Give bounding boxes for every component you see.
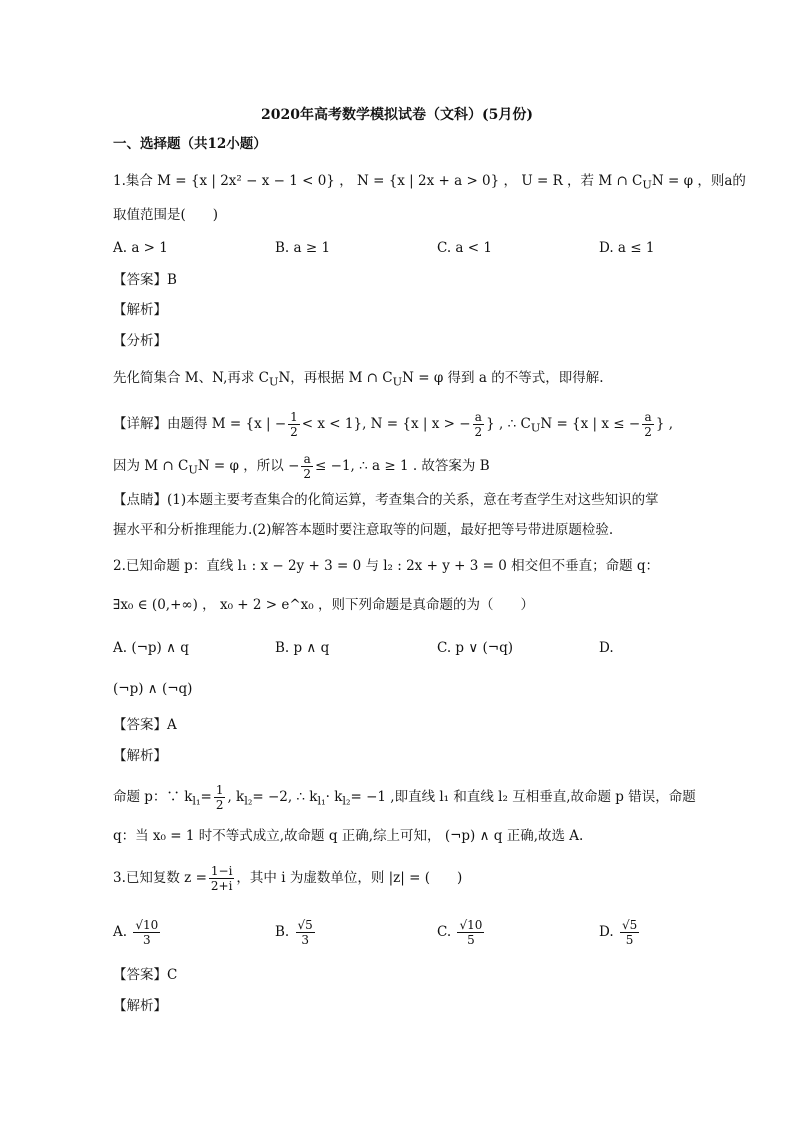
- q2-solution-line1: 命题 p：∵ $k_{l_1}=$ $\frac{1}{2}$ , $k_{l_2}= -2$, ∴ $k_{l_1}\cdot k_{l_2}= -1$ ,即直线 l₁ 和直线 l₂ 互相垂直,故命题 p 错误，命题: [113, 783, 696, 812]
- q2-option-d: D.: [599, 640, 614, 656]
- q1-stem-line1: 1.集合 M = {x | 2x² − x − 1 < 0} ， N = {x | 2x + a > 0} ， U = R ，若 M ∩ $C_UN = \varphi$ ，则a的: [113, 173, 746, 192]
- q1-analysis: 先化简集合 M、N,再求 $C_UN$，再根据 M ∩ $C_UN = \varphi$ 得到 a 的不等式，即得解.: [113, 370, 604, 389]
- fraction: $\frac{1-i}{2+i}$: [210, 864, 233, 893]
- q1-because: 因为 M ∩ $C_UN = \varphi$ ，所以 − $\frac{a}{2}$ ≤ −1, ∴ a ≥ 1 . 故答案为 B: [113, 452, 490, 481]
- fraction: $\frac{√10}{3}$: [135, 918, 159, 947]
- q3-option-d: D. $\frac{√5}{5}$: [599, 918, 638, 947]
- fraction: $\frac{√5}{5}$: [621, 918, 638, 947]
- q3-jiexi-heading: 【解析】: [113, 998, 167, 1014]
- fraction: $\frac{√5}{3}$: [297, 918, 313, 947]
- q1-stem-line2: 取值范围是( ): [113, 207, 219, 223]
- q3-option-c: C. $\frac{√10}{5}$: [437, 918, 483, 947]
- q1-option-b: B. a ≥ 1: [275, 240, 331, 256]
- q3-answer: 【答案】C: [113, 967, 178, 983]
- q1-fenxi-heading: 【分析】: [113, 333, 167, 349]
- fraction: $\frac{a}{2}$: [474, 410, 483, 439]
- q3-stem: 3.已知复数 z = $\frac{1-i}{2+i}$ ，其中 i 为虚数单位，则 |z| = ( ): [113, 864, 463, 893]
- q2-stem-line2: ∃x₀ ∈ (0,+∞) ， x₀ + 2 > e^x₀ ，则下列命题是真命题的为（ ）: [113, 597, 534, 613]
- q2-option-a: A. (¬p) ∧ q: [113, 640, 189, 656]
- q2-option-c: C. p ∨ (¬q): [437, 640, 514, 656]
- q1-option-c: C. a < 1: [437, 240, 492, 256]
- q1-option-a: A. a > 1: [113, 240, 168, 256]
- q1-dianjing-line2: 握水平和分析推理能力.(2)解答本题时要注意取等的问题，最好把等号带进原题检验.: [113, 522, 614, 538]
- q1-dianjing-line1: 【点睛】(1)本题主要考查集合的化简运算，考查集合的关系，意在考查学生对这些知识的掌: [113, 492, 659, 508]
- fraction: $\frac{a}{2}$: [303, 452, 312, 481]
- q2-stem-line1: 2.已知命题 p：直线 l₁ : x − 2y + 3 = 0 与 l₂ : 2x + y + 3 = 0 相交但不垂直；命题 q：: [113, 558, 660, 574]
- q2-solution-line2: q：当 x₀ = 1 时不等式成立,故命题 q 正确,综上可知， (¬p) ∧ q 正确,故选 A.: [113, 828, 584, 844]
- q3-option-b: B. $\frac{√5}{3}$: [275, 918, 313, 947]
- q2-option-d-value: (¬p) ∧ (¬q): [113, 681, 193, 697]
- q1-detail: 【详解】由题得 M = {x | − $\frac{1}{2}$ < x < 1}, N = {x | x > − $\frac{a}{2}$ } , ∴ $C_UN = \{x$ | x ≤ − $\frac{a}{2}$ } ,: [113, 410, 674, 439]
- page-title: 2020年高考数学模拟试卷（文科）(5月份): [261, 107, 533, 123]
- fraction: $\frac{1}{2}$: [290, 410, 298, 439]
- q2-answer: 【答案】A: [113, 717, 177, 733]
- q2-option-b: B. p ∧ q: [275, 640, 330, 656]
- section-heading: 一、选择题（共12小题）: [113, 136, 267, 152]
- q2-jiexi-heading: 【解析】: [113, 748, 167, 764]
- q1-jiexi-heading: 【解析】: [113, 302, 167, 318]
- q1-answer: 【答案】B: [113, 272, 177, 288]
- fraction: $\frac{1}{2}$: [215, 783, 224, 812]
- q3-option-a: A. $\frac{√10}{3}$: [113, 918, 159, 947]
- q1-option-d: D. a ≤ 1: [599, 240, 655, 256]
- fraction: $\frac{a}{2}$: [644, 410, 652, 439]
- fraction: $\frac{√10}{5}$: [459, 918, 483, 947]
